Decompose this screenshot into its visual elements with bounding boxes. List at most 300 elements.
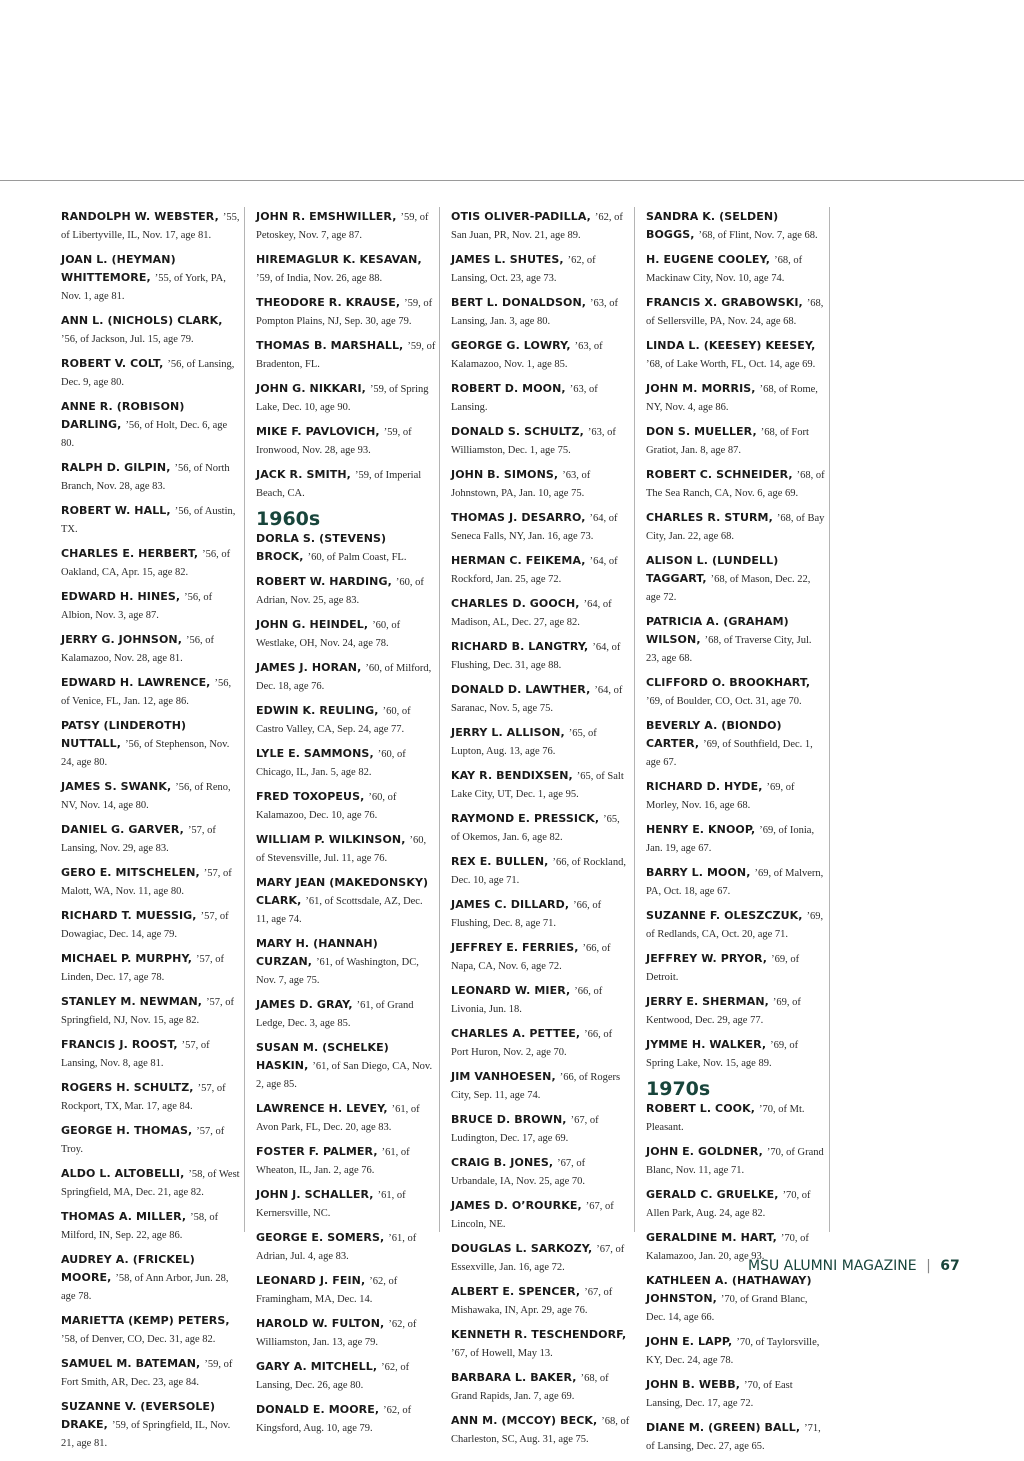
obituary-name: EDWARD H. LAWRENCE, xyxy=(61,676,211,689)
obituary-details: ’59, of Springfield, IL, Nov. 21, age 81. xyxy=(61,1420,231,1449)
obituary-entry xyxy=(451,379,631,415)
obituary-entry xyxy=(646,293,826,329)
obituary-name: BRUCE D. BROWN, xyxy=(451,1113,567,1126)
obituary-entry xyxy=(61,820,241,856)
obituary-name: THOMAS B. MARSHALL, xyxy=(256,339,404,352)
obituary-entry xyxy=(451,938,631,974)
obituary-details: ’55, of York, PA, Nov. 1, age 81. xyxy=(61,273,226,302)
footer-magazine-title: ALUMNI MAGAZINE xyxy=(783,1258,917,1274)
obituary-name: JIM VANHOESEN, xyxy=(451,1070,556,1083)
obituary-name: CHARLES R. STURM, xyxy=(646,511,773,524)
obituary-details: ’60, of Westlake, OH, Nov. 24, age 78. xyxy=(256,620,401,649)
obituary-details: ’62, of Lansing, Dec. 26, age 80. xyxy=(256,1362,410,1391)
obituary-name: GEORGE E. SOMERS, xyxy=(256,1231,385,1244)
obituary-entry xyxy=(61,863,241,899)
obituary-name: JOHN M. MORRIS, xyxy=(646,382,756,395)
obituary-details: ’71, of Lansing, Dec. 27, age 65. xyxy=(646,1423,821,1452)
obituary-entry xyxy=(256,293,436,329)
obituary-entry xyxy=(61,906,241,942)
obituary-details: ’68, of Sellersville, PA, Nov. 24, age 68. xyxy=(646,298,824,327)
obituary-name: JAMES L. SHUTES, xyxy=(451,253,564,266)
obituary-name: HENRY E. KNOOP, xyxy=(646,823,756,836)
obituary-entry xyxy=(61,544,241,580)
obituary-details: ’56, of North Branch, Nov. 28, age 83. xyxy=(61,463,230,492)
obituary-details: ’67, of Lincoln, NE. xyxy=(451,1201,614,1230)
obituary-details: ’56, of Oakland, CA, Apr. 15, age 82. xyxy=(61,549,231,578)
obituary-name: ANN L. (NICHOLS) CLARK, xyxy=(61,314,223,327)
obituary-details: ’61, of Kernersville, NC. xyxy=(256,1190,406,1219)
obituary-details: ’64, of Madison, AL, Dec. 27, age 82. xyxy=(451,599,612,628)
obituary-details: ’67, of Urbandale, IA, Nov. 25, age 70. xyxy=(451,1158,586,1187)
obituary-details: ’60, of Stevensville, Jul. 11, age 76. xyxy=(256,835,427,864)
obituary-details: ’60, of Kalamazoo, Dec. 10, age 76. xyxy=(256,792,397,821)
obituary-name: SUSAN M. (SCHELKE) HASKIN, xyxy=(256,1041,389,1072)
obituary-name: MARIETTA (KEMP) PETERS, xyxy=(61,1314,230,1327)
obituary-details: ’57, of Springfield, NJ, Nov. 15, age 82. xyxy=(61,997,235,1026)
obituary-details: ’69, of Malvern, PA, Oct. 18, age 67. xyxy=(646,868,824,897)
obituary-details: ’60, of Chicago, IL, Jan. 5, age 82. xyxy=(256,749,406,778)
obituary-name: BEVERLY A. (BIONDO) CARTER, xyxy=(646,719,782,750)
obituary-entry xyxy=(451,680,631,716)
obituary-entry xyxy=(61,458,241,494)
obituary-entry xyxy=(646,1099,826,1135)
obituary-details: ’65, of Lupton, Aug. 13, age 76. xyxy=(451,728,597,757)
obituary-entry xyxy=(256,873,436,927)
obituary-entry xyxy=(451,1239,631,1275)
obituary-name: DON S. MUELLER, xyxy=(646,425,757,438)
obituary-entry xyxy=(646,1035,826,1071)
obituary-entry xyxy=(61,1311,241,1347)
obituary-name: JOHN E. LAPP, xyxy=(646,1335,733,1348)
obituary-details: ’69, of Boulder, CO, Oct. 31, age 70. xyxy=(646,696,802,707)
obituary-name: CRAIG B. JONES, xyxy=(451,1156,554,1169)
obituary-entry xyxy=(451,465,631,501)
obituary-details: ’59, of Fort Smith, AR, Dec. 23, age 84. xyxy=(61,1359,233,1388)
obituary-details: ’64, of Saranac, Nov. 5, age 75. xyxy=(451,685,623,714)
obituary-details: ’58, of Milford, IN, Sep. 22, age 86. xyxy=(61,1212,219,1241)
obituary-details: ’68, of Mackinaw City, Nov. 10, age 74. xyxy=(646,255,803,284)
obituary-entry xyxy=(451,293,631,329)
obituary-entry xyxy=(256,830,436,866)
obituary-details: ’60, of Castro Valley, CA, Sep. 24, age 77. xyxy=(256,706,411,735)
obituary-name: JOHN E. GOLDNER, xyxy=(646,1145,763,1158)
obituary-entry xyxy=(61,1121,241,1157)
obituary-name: JYMME H. WALKER, xyxy=(646,1038,767,1051)
obituary-entry xyxy=(451,508,631,544)
obituary-details: ’68, of Flint, Nov. 7, age 68. xyxy=(698,230,818,241)
obituary-details: ’62, of Lansing, Oct. 23, age 73. xyxy=(451,255,596,284)
obituary-name: SUZANNE V. (EVERSOLE) DRAKE, xyxy=(61,1400,216,1431)
obituary-entry xyxy=(256,422,436,458)
obituary-details: ’67, of Ludington, Dec. 17, age 69. xyxy=(451,1115,599,1144)
obituary-name: ALISON L. (LUNDELL) TAGGART, xyxy=(646,554,779,585)
obituary-entry xyxy=(451,1325,631,1361)
obituary-details: ’65, of Salt Lake City, UT, Dec. 1, age 95. xyxy=(451,771,624,800)
obituary-name: JOHN G. HEINDEL, xyxy=(256,618,369,631)
obituary-name: AUDREY A. (FRICKEL) MOORE, xyxy=(61,1253,195,1284)
obituary-entry xyxy=(646,551,826,605)
obituary-entry xyxy=(256,572,436,608)
obituary-name: PATSY (LINDEROTH) NUTTALL, xyxy=(61,719,187,750)
obituary-entry xyxy=(451,809,631,845)
obituary-details: ’69, of Redlands, CA, Oct. 20, age 71. xyxy=(646,911,824,940)
obituary-entry xyxy=(256,465,436,501)
obituary-entry xyxy=(451,1153,631,1189)
obituary-details: ’64, of Rockford, Jan. 25, age 72. xyxy=(451,556,618,585)
obituary-name: JAMES D. O’ROURKE, xyxy=(451,1199,582,1212)
obituary-details: ’69, of Kentwood, Dec. 29, age 77. xyxy=(646,997,801,1026)
obituary-name: STANLEY M. NEWMAN, xyxy=(61,995,203,1008)
obituary-details: ’56, of Kalamazoo, Nov. 28, age 81. xyxy=(61,635,214,664)
column-1 xyxy=(61,207,241,1458)
obituary-name: ALBERT E. SPENCER, xyxy=(451,1285,581,1298)
obituary-details: ’57, of Malott, WA, Nov. 11, age 80. xyxy=(61,868,232,897)
obituary-name: RALPH D. GILPIN, xyxy=(61,461,171,474)
obituary-name: GEORGE G. LOWRY, xyxy=(451,339,571,352)
obituary-details: ’62, of Framingham, MA, Dec. 14. xyxy=(256,1276,398,1305)
obituary-details: ’64, of Flushing, Dec. 31, age 88. xyxy=(451,642,621,671)
obituary-name: MIKE F. PAVLOVICH, xyxy=(256,425,380,438)
obituary-details: ’61, of Avon Park, FL, Dec. 20, age 83. xyxy=(256,1104,420,1133)
obituary-name: CLIFFORD O. BROOKHART, xyxy=(646,676,811,689)
obituary-entry xyxy=(61,250,241,304)
obituary-details: ’59, of Imperial Beach, CA. xyxy=(256,470,422,499)
obituary-name: JERRY E. SHERMAN, xyxy=(646,995,769,1008)
obituary-details: ’59, of Bradenton, FL. xyxy=(256,341,436,370)
column-2 xyxy=(256,207,436,1443)
obituary-entry xyxy=(646,207,826,243)
obituary-name: GERO E. MITSCHELEN, xyxy=(61,866,200,879)
obituary-details: ’56, of Holt, Dec. 6, age 80. xyxy=(61,420,228,449)
obituary-name: JOHN B. WEBB, xyxy=(646,1378,740,1391)
obituary-entry xyxy=(646,612,826,666)
obituary-details: ’68, of Traverse City, Jul. 23, age 68. xyxy=(646,635,812,664)
obituary-entry xyxy=(451,422,631,458)
obituary-entry xyxy=(61,992,241,1028)
obituary-entry xyxy=(451,723,631,759)
obituary-details: ’61, of San Diego, CA, Nov. 2, age 85. xyxy=(256,1061,433,1090)
obituary-name: ROBERT W. HARDING, xyxy=(256,575,392,588)
obituary-details: ’61, of Grand Ledge, Dec. 3, age 85. xyxy=(256,1000,414,1029)
obituary-entry xyxy=(61,501,241,537)
obituary-entry xyxy=(646,1185,826,1221)
obituary-details: ’57, of Troy. xyxy=(61,1126,225,1155)
obituary-details: ’68, of Rome, NY, Nov. 4, age 86. xyxy=(646,384,818,413)
obituary-details: ’59, of Ironwood, Nov. 28, age 93. xyxy=(256,427,412,456)
obituary-entry xyxy=(61,673,241,709)
obituary-entry xyxy=(451,852,631,888)
obituary-name: RICHARD T. MUESSIG, xyxy=(61,909,197,922)
obituary-entry xyxy=(646,820,826,856)
obituary-entry xyxy=(61,1078,241,1114)
obituary-details: ’56, of Venice, FL, Jan. 12, age 86. xyxy=(61,678,232,707)
obituary-name: MARY H. (HANNAH) CURZAN, xyxy=(256,937,378,968)
obituary-entry xyxy=(451,766,631,802)
obituary-details: ’70, of Taylorsville, KY, Dec. 24, age 78. xyxy=(646,1337,820,1366)
obituary-details: ’56, of Jackson, Jul. 15, age 79. xyxy=(61,334,194,345)
obituary-entry xyxy=(451,336,631,372)
obituary-details: ’58, of West Springfield, MA, Dec. 21, age 82. xyxy=(61,1169,240,1198)
obituary-name: DANIEL G. GARVER, xyxy=(61,823,184,836)
obituary-entry xyxy=(61,587,241,623)
obituary-entry xyxy=(646,949,826,985)
obituary-details: ’61, of Wheaton, IL, Jan. 2, age 76. xyxy=(256,1147,410,1176)
obituary-details: ’59, of Spring Lake, Dec. 10, age 90. xyxy=(256,384,429,413)
obituary-details: ’67, of Essexville, Jan. 16, age 72. xyxy=(451,1244,625,1273)
obituary-details: ’63, of Kalamazoo, Nov. 1, age 85. xyxy=(451,341,603,370)
obituary-name: JOAN L. (HEYMAN) WHITTEMORE, xyxy=(61,253,176,284)
obituary-details: ’57, of Dowagiac, Dec. 14, age 79. xyxy=(61,911,229,940)
obituary-details: ’66, of Port Huron, Nov. 2, age 70. xyxy=(451,1029,613,1058)
obituary-details: ’68, of Lake Worth, FL, Oct. 14, age 69. xyxy=(646,359,816,370)
obituary-details: ’70, of Mt. Pleasant. xyxy=(646,1104,805,1133)
obituary-details: ’66, of Flushing, Dec. 8, age 71. xyxy=(451,900,602,929)
obituary-name: JAMES J. HORAN, xyxy=(256,661,362,674)
obituary-name: FRED TOXOPEUS, xyxy=(256,790,365,803)
obituary-entry xyxy=(646,1332,826,1368)
obituary-entry xyxy=(256,250,436,286)
obituary-name: LEONARD W. MIER, xyxy=(451,984,571,997)
obituary-entry xyxy=(61,716,241,770)
obituary-details: ’57, of Lansing, Nov. 8, age 81. xyxy=(61,1040,210,1069)
obituary-entry xyxy=(451,981,631,1017)
obituary-entry xyxy=(451,551,631,587)
obituary-entry xyxy=(256,615,436,651)
obituary-details: ’68, of Mason, Dec. 22, age 72. xyxy=(646,574,811,603)
obituary-entry xyxy=(646,379,826,415)
obituary-name: DORLA S. (STEVENS) BROCK, xyxy=(256,532,387,563)
obituary-entry xyxy=(451,594,631,630)
obituary-details: ’57, of Rockport, TX, Mar. 17, age 84. xyxy=(61,1083,226,1112)
obituary-name: DONALD D. LAWTHER, xyxy=(451,683,591,696)
obituary-details: ’59, of India, Nov. 26, age 88. xyxy=(256,273,383,284)
obituary-name: ROBERT D. MOON, xyxy=(451,382,566,395)
obituary-name: DONALD E. MOORE, xyxy=(256,1403,380,1416)
obituary-entry xyxy=(646,422,826,458)
obituary-details: ’60, of Milford, Dec. 18, age 76. xyxy=(256,663,432,692)
obituary-entry xyxy=(646,1375,826,1411)
obituary-entry xyxy=(256,701,436,737)
decade-heading: 1970s xyxy=(646,1078,711,1100)
obituary-entry xyxy=(646,1418,826,1454)
obituary-entry xyxy=(451,1282,631,1318)
obituary-entry xyxy=(451,1110,631,1146)
obituary-entry xyxy=(256,1271,436,1307)
obituary-details: ’60, of Adrian, Nov. 25, age 83. xyxy=(256,577,424,606)
obituary-details: ’69, of Morley, Nov. 16, age 68. xyxy=(646,782,795,811)
obituary-name: PATRICIA A. (GRAHAM) WILSON, xyxy=(646,615,789,646)
obituary-details: ’56, of Stephenson, Nov. 24, age 80. xyxy=(61,739,230,768)
obituary-details: ’60, of Palm Coast, FL. xyxy=(307,552,407,563)
obituary-entry xyxy=(256,529,436,565)
obituary-details: ’63, of Johnstown, PA, Jan. 10, age 75. xyxy=(451,470,591,499)
obituary-entry xyxy=(61,777,241,813)
page-number: 67 xyxy=(940,1258,960,1274)
obituary-details: ’59, of Pompton Plains, NJ, Sep. 30, age 79. xyxy=(256,298,433,327)
obituary-entry xyxy=(646,992,826,1028)
obituary-entry xyxy=(646,673,826,709)
obituary-name: BERT L. DONALDSON, xyxy=(451,296,587,309)
obituary-details: ’66, of Rockland, Dec. 10, age 71. xyxy=(451,857,626,886)
obituary-name: JERRY L. ALLISON, xyxy=(451,726,565,739)
page-footer xyxy=(748,1257,960,1275)
obituary-details: ’63, of Lansing. xyxy=(451,384,598,413)
obituary-name: EDWIN K. REULING, xyxy=(256,704,379,717)
obituary-name: ROBERT V. COLT, xyxy=(61,357,164,370)
obituary-entry xyxy=(646,508,826,544)
obituary-name: RICHARD B. LANGTRY, xyxy=(451,640,589,653)
obituary-name: ROBERT W. HALL, xyxy=(61,504,171,517)
obituary-name: HAROLD W. FULTON, xyxy=(256,1317,385,1330)
obituary-entry xyxy=(451,250,631,286)
obituary-entry xyxy=(256,1314,436,1350)
obituary-details: ’68, of Fort Gratiot, Jan. 8, age 87. xyxy=(646,427,809,456)
obituary-details: ’58, of Denver, CO, Dec. 31, age 82. xyxy=(61,1334,216,1345)
obituary-details: ’56, of Lansing, Dec. 9, age 80. xyxy=(61,359,235,388)
obituary-name: H. EUGENE COOLEY, xyxy=(646,253,771,266)
obituary-details: ’57, of Lansing, Nov. 29, age 83. xyxy=(61,825,216,854)
obituary-details: ’66, of Napa, CA, Nov. 6, age 72. xyxy=(451,943,611,972)
obituary-entry xyxy=(646,777,826,813)
obituary-name: DOUGLAS L. SARKOZY, xyxy=(451,1242,593,1255)
obituary-entry xyxy=(646,465,826,501)
obituary-name: ALDO L. ALTOBELLI, xyxy=(61,1167,185,1180)
obituary-details: ’68, of Bay City, Jan. 22, age 68. xyxy=(646,513,825,542)
obituary-details: ’62, of Kingsford, Aug. 10, age 79. xyxy=(256,1405,412,1434)
obituary-entry xyxy=(451,895,631,931)
obituary-details: ’63, of Lansing, Jan. 3, age 80. xyxy=(451,298,619,327)
obituary-name: ANN M. (MCCOY) BECK, xyxy=(451,1414,598,1427)
obituary-details: ’63, of Williamston, Dec. 1, age 75. xyxy=(451,427,616,456)
obituary-entry xyxy=(451,1024,631,1060)
obituary-name: CHARLES A. PETTEE, xyxy=(451,1027,581,1040)
obituary-details: ’57, of Linden, Dec. 17, age 78. xyxy=(61,954,224,983)
obituary-details: ’67, of Howell, May 13. xyxy=(451,1348,553,1359)
obituary-entry xyxy=(256,379,436,415)
obituary-entry xyxy=(61,311,241,347)
obituary-name: WILLIAM P. WILKINSON, xyxy=(256,833,406,846)
obituary-details: ’70, of Allen Park, Aug. 24, age 82. xyxy=(646,1190,811,1219)
obituary-entry xyxy=(646,250,826,286)
obituary-name: ANNE R. (ROBISON) DARLING, xyxy=(61,400,185,431)
obituary-entry xyxy=(256,1142,436,1178)
obituary-name: GERALDINE M. HART, xyxy=(646,1231,777,1244)
obituary-name: REX E. BULLEN, xyxy=(451,855,549,868)
obituary-entry xyxy=(451,207,631,243)
obituary-name: DIANE M. (GREEN) BALL, xyxy=(646,1421,801,1434)
obituary-details: ’69, of Spring Lake, Nov. 15, age 89. xyxy=(646,1040,799,1069)
obituary-name: FOSTER F. PALMER, xyxy=(256,1145,378,1158)
obituary-name: JOHN R. EMSHWILLER, xyxy=(256,210,397,223)
obituary-name: OTIS OLIVER-PADILLA, xyxy=(451,210,591,223)
obituary-name: RAYMOND E. PRESSICK, xyxy=(451,812,600,825)
obituary-details: ’61, of Washington, DC, Nov. 7, age 75. xyxy=(256,957,419,986)
obituary-name: SAMUEL M. BATEMAN, xyxy=(61,1357,201,1370)
obituary-name: LYLE E. SAMMONS, xyxy=(256,747,374,760)
column-3 xyxy=(451,207,631,1454)
obituary-entry xyxy=(61,397,241,451)
obituary-entry xyxy=(646,863,826,899)
obituary-details: ’56, of Albion, Nov. 3, age 87. xyxy=(61,592,213,621)
obituary-details: ’68, of Grand Rapids, Jan. 7, age 69. xyxy=(451,1373,609,1402)
obituary-name: JEFFREY E. FERRIES, xyxy=(451,941,579,954)
obituary-entry xyxy=(451,637,631,673)
obituary-details: ’58, of Ann Arbor, Jun. 28, age 78. xyxy=(61,1273,229,1302)
top-divider xyxy=(0,180,1024,181)
obituary-name: CHARLES D. GOOCH, xyxy=(451,597,580,610)
obituary-entry xyxy=(61,1164,241,1200)
obituary-name: GERALD C. GRUELKE, xyxy=(646,1188,779,1201)
obituary-name: KATHLEEN A. (HATHAWAY) JOHNSTON, xyxy=(646,1274,812,1305)
obituary-details: ’61, of Scottsdale, AZ, Dec. 11, age 74. xyxy=(256,896,423,925)
obituary-name: BARRY L. MOON, xyxy=(646,866,751,879)
obituary-entry xyxy=(646,716,826,770)
obituary-name: JOHN J. SCHALLER, xyxy=(256,1188,374,1201)
obituary-name: FRANCIS X. GRABOWSKI, xyxy=(646,296,803,309)
obituary-details: ’65, of Okemos, Jan. 6, age 82. xyxy=(451,814,620,843)
obituary-details: ’55, of Libertyville, IL, Nov. 17, age 81. xyxy=(61,212,240,241)
obituary-name: CHARLES E. HERBERT, xyxy=(61,547,199,560)
obituary-name: JACK R. SMITH, xyxy=(256,468,351,481)
obituary-details: ’67, of Mishawaka, IN, Apr. 29, age 76. xyxy=(451,1287,613,1316)
obituary-details: ’62, of Williamston, Jan. 13, age 79. xyxy=(256,1319,417,1348)
obituary-entry xyxy=(61,354,241,390)
obituary-name: ROGERS H. SCHULTZ, xyxy=(61,1081,194,1094)
obituary-details: ’70, of Grand Blanc, Dec. 14, age 66. xyxy=(646,1294,808,1323)
footer-msu: MSU xyxy=(748,1258,780,1274)
obituary-name: HIREMAGLUR K. KESAVAN, xyxy=(256,253,422,266)
obituary-entry xyxy=(256,1038,436,1092)
obituary-details: ’68, of The Sea Ranch, CA, Nov. 6, age 69. xyxy=(646,470,825,499)
obituary-name: BARBARA L. BAKER, xyxy=(451,1371,577,1384)
obituary-entry xyxy=(451,1411,631,1447)
obituary-details: ’66, of Livonia, Jun. 18. xyxy=(451,986,603,1015)
obituary-details: ’70, of Grand Blanc, Nov. 11, age 71. xyxy=(646,1147,824,1176)
obituary-details: ’61, of Adrian, Jul. 4, age 83. xyxy=(256,1233,417,1262)
obituary-details: ’69, of Detroit. xyxy=(646,954,800,983)
obituary-name: THOMAS J. DESARRO, xyxy=(451,511,586,524)
obituary-entry xyxy=(61,949,241,985)
obituary-details: ’70, of East Lansing, Dec. 17, age 72. xyxy=(646,1380,793,1409)
obituary-entry xyxy=(256,787,436,823)
obituary-entry xyxy=(61,1397,241,1451)
obituary-entry xyxy=(646,1271,826,1325)
obituary-name: GEORGE H. THOMAS, xyxy=(61,1124,193,1137)
obituary-name: JAMES D. GRAY, xyxy=(256,998,353,1011)
obituary-entry xyxy=(256,1185,436,1221)
obituary-name: RICHARD D. HYDE, xyxy=(646,780,763,793)
obituary-name: ROBERT C. SCHNEIDER, xyxy=(646,468,793,481)
obituary-entry xyxy=(256,744,436,780)
obituary-name: JOHN B. SIMONS, xyxy=(451,468,559,481)
obituary-entry xyxy=(256,1357,436,1393)
obituary-details: ’62, of San Juan, PR, Nov. 21, age 89. xyxy=(451,212,623,241)
obituary-name: KAY R. BENDIXSEN, xyxy=(451,769,573,782)
obituary-name: LEONARD J. FEIN, xyxy=(256,1274,366,1287)
obituary-name: ROBERT L. COOK, xyxy=(646,1102,756,1115)
obituary-name: JAMES C. DILLARD, xyxy=(451,898,570,911)
obituary-entry xyxy=(256,1400,436,1436)
obituary-name: SUZANNE F. OLESZCZUK, xyxy=(646,909,803,922)
obituary-details: ’56, of Reno, NV, Nov. 14, age 80. xyxy=(61,782,231,811)
obituary-name: LINDA L. (KEESEY) KEESEY, xyxy=(646,339,816,352)
obituary-entry xyxy=(61,1354,241,1390)
obituary-details: ’68, of Charleston, SC, Aug. 31, age 75. xyxy=(451,1416,630,1445)
obituary-entry xyxy=(61,207,241,243)
obituary-entry xyxy=(256,1099,436,1135)
obituary-name: FRANCIS J. ROOST, xyxy=(61,1038,178,1051)
obituary-name: LAWRENCE H. LEVEY, xyxy=(256,1102,388,1115)
